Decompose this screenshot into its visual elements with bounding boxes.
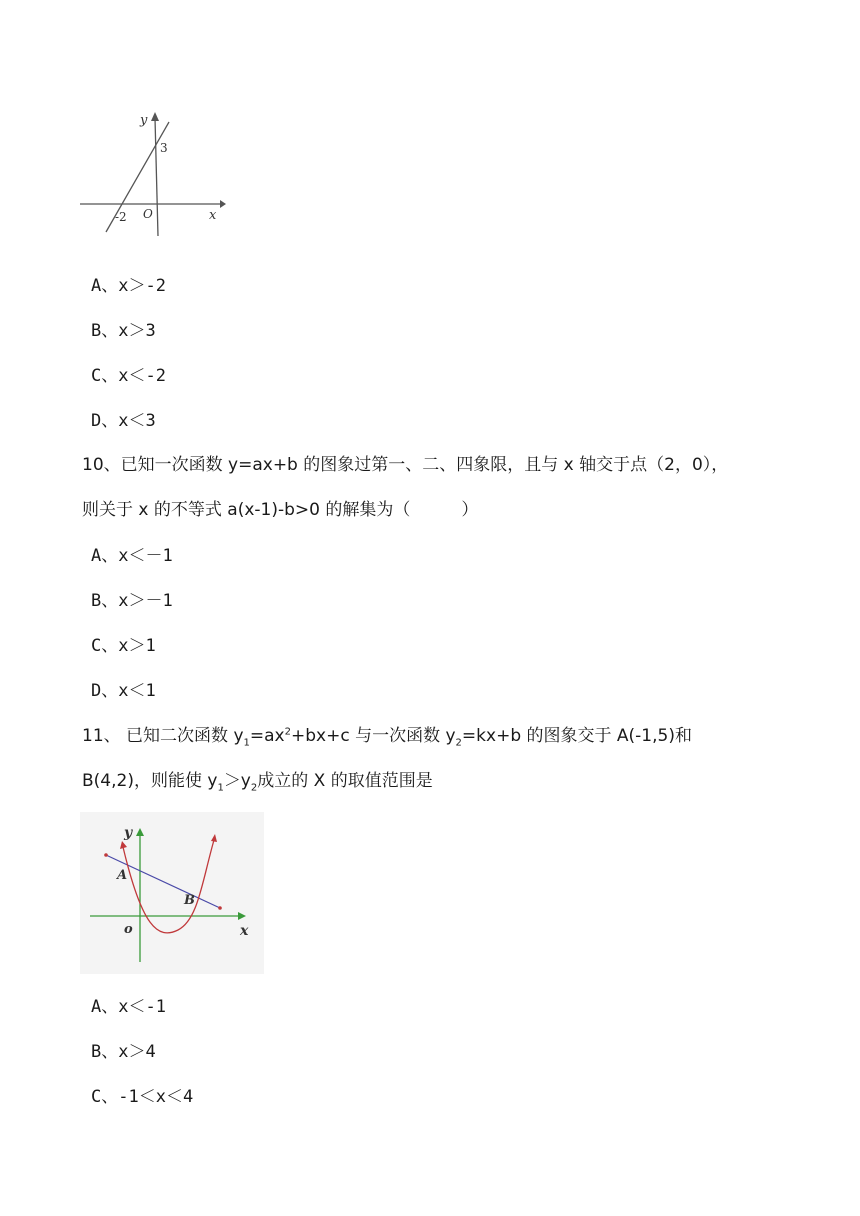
q10-option-d: D、x＜1 (91, 681, 156, 701)
q11-option-b: B、x＞4 (91, 1042, 156, 1062)
q11-option-c: C、-1＜x＜4 (91, 1087, 194, 1107)
q11-option-a: A、x＜-1 (91, 997, 166, 1017)
q10-option-b: B、x＞－1 (91, 591, 173, 611)
q10-option-c: C、x＞1 (91, 636, 156, 656)
point-b-label: B (184, 893, 195, 908)
q10-line2: 则关于 x 的不等式 a(x-1)-b>0 的解集为（ ） (82, 500, 479, 520)
q11-line1: 11、 已知二次函数 $y_1=ax^2+bx+c$ 与一次函数 $y_2=kx+b$ 的图象交于 A(-1,5)和 (82, 726, 692, 749)
linear-graph-figure (78, 108, 228, 238)
q11-line2: B(4,2)，则能使 $y_1>y_2$成立的 X 的取值范围是 (82, 771, 433, 794)
q9-option-c: C、x＜-2 (91, 366, 166, 386)
y-axis-arrow (151, 112, 159, 121)
x-axis-label: x (209, 208, 217, 223)
y-axis-arrow (136, 828, 144, 836)
parabola-arrow (211, 834, 217, 842)
line-endpoint (104, 853, 108, 857)
x-axis-arrow (238, 912, 246, 920)
origin-label: o (124, 922, 133, 937)
q9-option-b: B、x＞3 (91, 321, 156, 341)
parabola-line-figure (80, 812, 264, 974)
point-a-label: A (117, 868, 128, 883)
parabola-arrow (120, 841, 127, 849)
x-axis-arrow (220, 200, 226, 208)
line-endpoint (218, 906, 222, 910)
y-axis-label: y (124, 825, 133, 841)
q10-option-a: A、x＜－1 (91, 546, 173, 566)
q9-option-a: A、x＞-2 (91, 276, 166, 296)
x-axis-label: x (240, 923, 249, 939)
y-axis-label: y (140, 113, 148, 128)
q9-option-d: D、x＜3 (91, 411, 156, 431)
x-intercept-label: -2 (115, 210, 127, 224)
origin-label: O (143, 207, 153, 221)
q10-line1: 10、已知一次函数 y=ax+b 的图象过第一、二、四象限，且与 x 轴交于点（2，0）， (82, 455, 729, 475)
parabola-curve (123, 840, 214, 933)
y-axis (155, 118, 158, 236)
y-intercept-label: 3 (160, 141, 168, 155)
